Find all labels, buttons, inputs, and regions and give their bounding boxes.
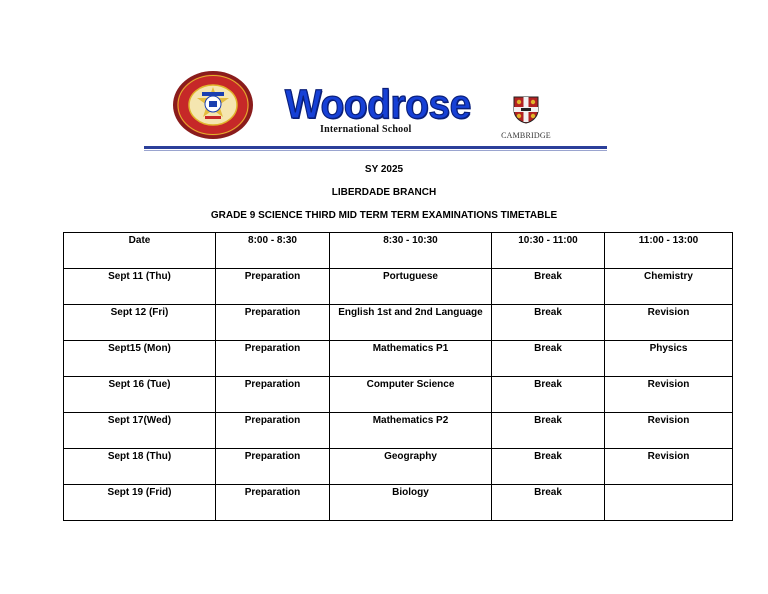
- table-cell: Preparation: [216, 449, 330, 485]
- branch-title: LIBERDADE BRANCH: [331, 187, 437, 198]
- column-header-slot-4: 11:00 - 13:00: [605, 233, 733, 269]
- school-name: Woodrose: [284, 81, 471, 127]
- table-cell: Break: [492, 485, 605, 521]
- table-cell: Biology: [330, 485, 492, 521]
- table-cell: [605, 485, 733, 521]
- date-cell: Sept 19 (Frid): [64, 485, 216, 521]
- exam-timetable: [63, 232, 733, 521]
- table-cell: Revision: [605, 377, 733, 413]
- table-cell: Computer Science: [330, 377, 492, 413]
- table-cell: Revision: [605, 449, 733, 485]
- date-cell: Sept 17(Wed): [64, 413, 216, 449]
- date-cell: Sept 12 (Fri): [64, 305, 216, 341]
- table-cell: Physics: [605, 341, 733, 377]
- date-cell: Sept 11 (Thu): [64, 269, 216, 305]
- table-row: [64, 269, 733, 305]
- table-cell: Break: [492, 413, 605, 449]
- table-row: [64, 341, 733, 377]
- column-header-slot-1: 8:00 - 8:30: [216, 233, 330, 269]
- table-cell: Preparation: [216, 341, 330, 377]
- school-year-title: SY 2025: [364, 164, 404, 175]
- cambridge-crest-icon: [513, 96, 539, 124]
- school-subtitle: International School: [320, 124, 412, 135]
- table-cell: Preparation: [216, 413, 330, 449]
- table-cell: Break: [492, 341, 605, 377]
- table-row: [64, 377, 733, 413]
- table-row: [64, 449, 733, 485]
- table-cell: Preparation: [216, 269, 330, 305]
- table-cell: Break: [492, 377, 605, 413]
- table-cell: Mathematics P2: [330, 413, 492, 449]
- cambridge-logo: [496, 96, 556, 140]
- table-cell: Revision: [605, 305, 733, 341]
- date-cell: Sept 18 (Thu): [64, 449, 216, 485]
- table-row: [64, 305, 733, 341]
- table-header-row: [64, 233, 733, 269]
- table-cell: Mathematics P1: [330, 341, 492, 377]
- table-cell: Preparation: [216, 377, 330, 413]
- table-cell: Break: [492, 305, 605, 341]
- date-cell: Sept 16 (Tue): [64, 377, 216, 413]
- school-seal-logo: [172, 70, 254, 140]
- school-brand: [280, 81, 475, 135]
- table-cell: English 1st and 2nd Language: [330, 305, 492, 341]
- table-cell: Portuguese: [330, 269, 492, 305]
- exam-title: GRADE 9 SCIENCE THIRD MID TERM TERM EXAMINATIONS TIMETABLE: [210, 210, 558, 221]
- table-cell: Break: [492, 449, 605, 485]
- header-divider: [144, 146, 607, 149]
- letterhead: [0, 0, 768, 160]
- table-row: [64, 485, 733, 521]
- header-divider-thin: [144, 150, 607, 151]
- table-row: [64, 413, 733, 449]
- table-cell: Geography: [330, 449, 492, 485]
- table-cell: Break: [492, 269, 605, 305]
- table-cell: Chemistry: [605, 269, 733, 305]
- date-cell: Sept15 (Mon): [64, 341, 216, 377]
- column-header-slot-3: 10:30 - 11:00: [492, 233, 605, 269]
- table-cell: Preparation: [216, 485, 330, 521]
- cambridge-label: CAMBRIDGE: [501, 131, 551, 140]
- column-header-date: Date: [64, 233, 216, 269]
- table-cell: Preparation: [216, 305, 330, 341]
- table-cell: Revision: [605, 413, 733, 449]
- column-header-slot-2: 8:30 - 10:30: [330, 233, 492, 269]
